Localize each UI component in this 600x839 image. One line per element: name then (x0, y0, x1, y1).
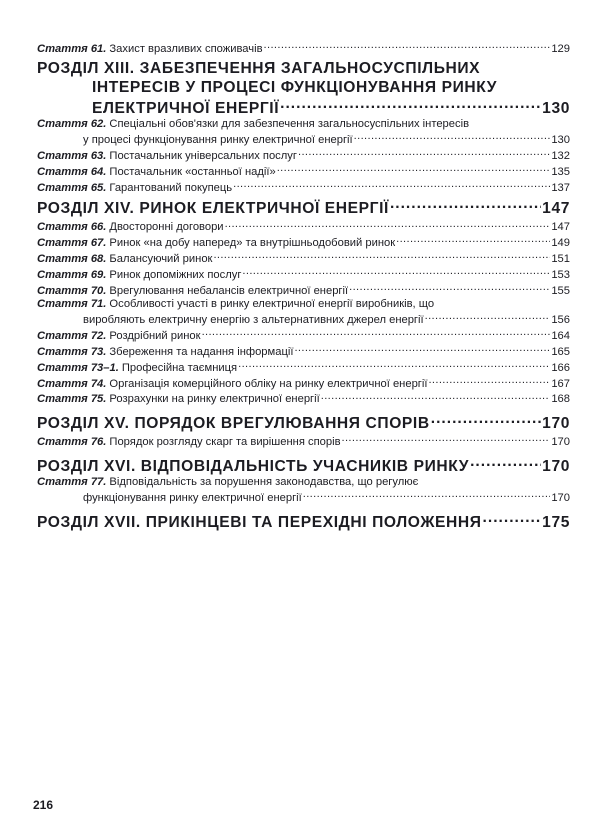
toc-section-16 (37, 455, 570, 476)
page-number: 175 (542, 514, 570, 532)
dot-leader (294, 343, 550, 355)
toc-section-14 (37, 197, 570, 218)
page-number: 130 (551, 133, 570, 146)
article-title: Захист вразливих споживачів (109, 43, 263, 55)
dot-leader (396, 234, 550, 246)
dot-leader (242, 266, 550, 278)
toc-entry-article-65 (37, 179, 570, 195)
toc-entry-article-68 (37, 250, 570, 266)
article-title: Балансуючий ринок (109, 253, 213, 266)
article-label: Стаття 72. (37, 329, 107, 342)
dot-leader (202, 327, 551, 339)
section-title-line: ЕЛЕКТРИЧНОЇ ЕНЕРГІЇ (92, 99, 280, 117)
toc-entry-article-76 (37, 433, 570, 449)
article-title-cont: у процесі функціонування ринку електричної енергії (83, 133, 353, 146)
article-label: Стаття 62. (37, 117, 107, 130)
dot-leader (264, 40, 551, 52)
article-title: Організація комерційного обліку на ринку електричної енергії (109, 377, 428, 390)
dot-leader (303, 489, 551, 501)
page-number: 129 (551, 43, 570, 55)
article-title: Збереження та надання інформації (109, 345, 294, 358)
dot-leader (277, 163, 551, 175)
toc-section-13 (37, 59, 570, 118)
toc-entry-article-61 (37, 40, 570, 56)
article-title: Професійна таємниця (121, 361, 238, 374)
article-title: Особливості участі в ринку електричної енергії виробників, що (109, 297, 435, 310)
dot-leader (321, 390, 551, 402)
article-title: Роздрібний ринок (109, 329, 201, 342)
article-title-cont: виробляють електричну енергію з альтернативних джерел енергії (83, 313, 424, 326)
toc-section-15 (37, 412, 570, 433)
toc-entry-article-71 (37, 298, 570, 327)
dot-leader (425, 311, 551, 323)
dot-leader (298, 147, 550, 159)
article-label: Стаття 77. (37, 476, 107, 489)
dot-leader (354, 131, 551, 143)
article-title: Врегулювання небалансів електричної енергії (109, 285, 349, 298)
article-label: Стаття 69. (37, 269, 107, 282)
page-number: 155 (551, 285, 570, 298)
section-title-line: РОЗДІЛ XIII. ЗАБЕЗПЕЧЕННЯ ЗАГАЛЬНОСУСПІЛЬНИХ (37, 59, 481, 77)
article-title-cont: функціонування ринку електричної енергії (83, 492, 302, 505)
page-number: 151 (551, 253, 570, 266)
page-footer-number: 216 (33, 798, 54, 812)
toc-entry-article-73 (37, 343, 570, 359)
table-of-contents (37, 40, 570, 532)
toc-entry-article-75 (37, 390, 570, 406)
article-label: Стаття 65. (37, 181, 107, 194)
section-title: РОЗДІЛ XVI. ВІДПОВІДАЛЬНІСТЬ УЧАСНИКІВ РИНКУ (37, 458, 470, 476)
article-label: Стаття 71. (37, 297, 107, 310)
toc-entry-article-74 (37, 375, 570, 391)
article-title: Двосторонні договори (109, 221, 224, 234)
dot-leader (225, 218, 551, 230)
toc-entry-article-62 (37, 118, 570, 147)
dot-leader (280, 97, 541, 113)
toc-entry-article-66 (37, 218, 570, 234)
dot-leader (238, 359, 550, 371)
page-number: 170 (551, 436, 570, 449)
article-title: Гарантований покупець (109, 181, 233, 194)
article-label: Стаття 67. (37, 237, 107, 250)
dot-leader (213, 250, 550, 262)
toc-entry-article-64 (37, 163, 570, 179)
page-number: 165 (551, 345, 570, 358)
article-title: Порядок розгляду скарг та вирішення спорів (109, 436, 341, 449)
article-label: Стаття 66. (37, 221, 107, 234)
page-number: 153 (551, 269, 570, 282)
article-label: Стаття 63. (37, 149, 107, 162)
page-number: 167 (551, 377, 570, 390)
article-label: Стаття 74. (37, 377, 107, 390)
toc-entry-article-72 (37, 327, 570, 343)
page-number: 130 (542, 99, 570, 117)
page-number: 147 (542, 200, 570, 218)
article-label: Стаття 73. (37, 345, 107, 358)
article-title: Постачальник універсальних послуг (109, 149, 297, 162)
page-number: 166 (551, 361, 570, 374)
toc-section-17 (37, 511, 570, 532)
page-number: 170 (542, 458, 570, 476)
dot-leader (428, 375, 550, 387)
section-title: РОЗДІЛ XVII. ПРИКІНЦЕВІ ТА ПЕРЕХІДНІ ПОЛОЖЕННЯ (37, 514, 482, 532)
page-number: 168 (551, 393, 570, 406)
article-label: Стаття 75. (37, 393, 107, 406)
page-number: 170 (542, 415, 570, 433)
toc-entry-article-67 (37, 234, 570, 250)
article-title: Розрахунки на ринку електричної енергії (109, 393, 320, 406)
article-title: Відповідальність за порушення законодавства, що регулює (109, 476, 419, 489)
toc-entry-article-77 (37, 476, 570, 505)
page-number: 156 (551, 313, 570, 326)
article-label: Стаття 73–1. (37, 361, 119, 374)
page-number: 164 (551, 329, 570, 342)
article-label: Стаття 61. (37, 43, 107, 55)
article-title: Спеціальні обов'язки для забезпечення загальносуспільних інтересів (109, 117, 470, 130)
section-title-line: ІНТЕРЕСІВ У ПРОЦЕСІ ФУНКЦІОНУВАННЯ РИНКУ (92, 78, 498, 96)
dot-leader (470, 455, 541, 471)
toc-entry-article-73-1 (37, 359, 570, 375)
article-title: Ринок допоміжних послуг (109, 269, 242, 282)
page-number: 132 (551, 149, 570, 162)
article-label: Стаття 64. (37, 165, 107, 178)
toc-entry-article-69 (37, 266, 570, 282)
article-label: Стаття 76. (37, 436, 107, 449)
section-title: РОЗДІЛ XV. ПОРЯДОК ВРЕГУЛЮВАННЯ СПОРІВ (37, 415, 430, 433)
dot-leader (233, 179, 550, 191)
toc-entry-article-70 (37, 282, 570, 298)
page-number: 137 (551, 181, 570, 194)
dot-leader (349, 282, 550, 294)
page-number: 149 (551, 237, 570, 250)
page-number: 147 (551, 221, 570, 234)
dot-leader (431, 412, 541, 428)
dot-leader (483, 511, 542, 527)
toc-entry-article-63 (37, 147, 570, 163)
article-title: Постачальник «останньої надії» (109, 165, 276, 178)
dot-leader (390, 197, 541, 213)
article-title: Ринок «на добу наперед» та внутрішньодобовий ринок (109, 237, 396, 250)
page-number: 135 (551, 165, 570, 178)
article-label: Стаття 70. (37, 285, 107, 298)
dot-leader (342, 433, 551, 445)
section-title: РОЗДІЛ XIV. РИНОК ЕЛЕКТРИЧНОЇ ЕНЕРГІЇ (37, 200, 389, 218)
article-label: Стаття 68. (37, 253, 107, 266)
page-number: 170 (551, 492, 570, 505)
